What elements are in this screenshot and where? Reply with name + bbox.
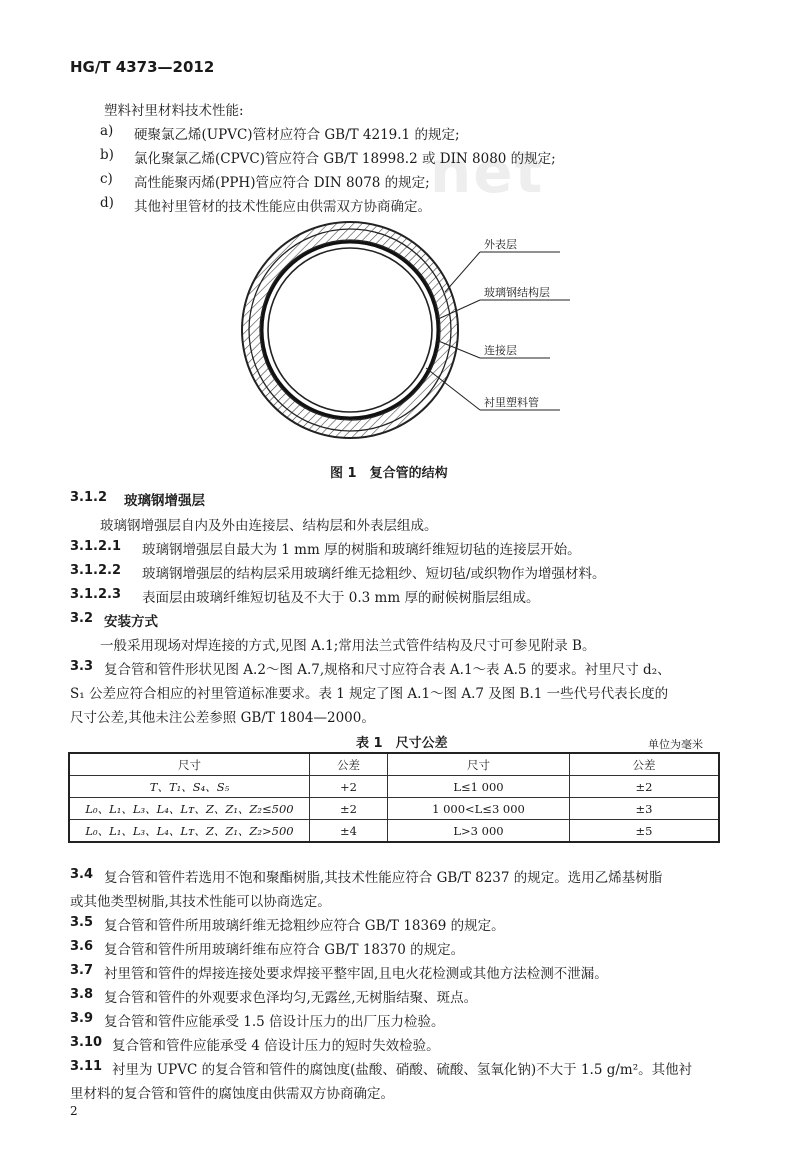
table-unit: 单位为毫米 [648, 738, 703, 751]
intro-item: 氯化聚氯乙烯(CPVC)管应符合 GB/T 18998.2 或 DIN 8080 的规定; [134, 151, 556, 167]
paragraph-line: 复合管和管件形状见图 A.2～图 A.7,规格和尺寸应符合表 A.1～表 A.5 的要求。衬里尺寸 d₂、 [104, 662, 671, 678]
clause-text: 表面层由玻璃纤维短切毡及不大于 0.3 mm 厚的耐候树脂层组成。 [142, 590, 540, 606]
section-number: 3.1.2 [70, 490, 108, 505]
table-cell: +2 [310, 776, 388, 798]
clause-number: 3.1.2.3 [70, 587, 121, 602]
table-header-cell: 尺寸 [69, 753, 310, 776]
intro-item-marker: b) [100, 147, 114, 163]
intro-item-marker: a) [100, 123, 114, 139]
clause-number: 3.10 [70, 1035, 103, 1050]
paragraph-line: 复合管和管件若选用不饱和聚酯树脂,其技术性能应符合 GB/T 8237 的规定。选用乙烯基树脂 [104, 870, 663, 886]
table-cell: ±4 [310, 820, 388, 843]
plastic-liner-ring [268, 248, 432, 412]
label-frp-structural-layer: 玻璃钢结构层 [484, 286, 550, 299]
table-cell: L₀、L₁、L₃、L₄、Lᴛ、Z、Z₁、Z₂≤500 [69, 798, 310, 820]
clause-number: 3.9 [70, 1011, 94, 1026]
clause-number: 3.11 [70, 1059, 103, 1074]
paragraph: 一般采用现场对焊连接的方式,见图 A.1;常用法兰式管件结构及尺寸可参见附录 B。 [100, 638, 596, 654]
table-cell: 1 000<L≤3 000 [388, 798, 570, 820]
composite-pipe-diagram [240, 218, 580, 458]
table-cell: ±2 [310, 798, 388, 820]
clause-text: 复合管和管件所用玻璃纤维布应符合 GB/T 18370 的规定。 [104, 942, 465, 958]
standard-id: HG/T 4373—2012 [70, 58, 215, 76]
watermark: net [430, 138, 545, 206]
clause-text: 衬里管和管件的焊接连接处要求焊接平整牢固,且电火花检测或其他方法检测不泄漏。 [104, 966, 608, 982]
table-cell: L≤1 000 [388, 776, 570, 798]
intro-title: 塑料衬里材料技术性能: [104, 103, 244, 119]
table-header-cell: 公差 [310, 753, 388, 776]
table-cell: L>3 000 [388, 820, 570, 843]
paragraph-line: 里材料的复合管和管件的腐蚀度由供需双方协商确定。 [70, 1086, 394, 1102]
paragraph-line: 衬里为 UPVC 的复合管和管件的腐蚀度(盐酸、硝酸、硫酸、氢氧化钠)不大于 1.5 g/m²。其他衬 [112, 1062, 693, 1078]
clause-number: 3.1.2.1 [70, 539, 121, 554]
clause-number: 3.5 [70, 915, 94, 930]
paragraph: 玻璃钢增强层自内及外由连接层、结构层和外表层组成。 [100, 518, 438, 534]
table-row [69, 820, 719, 843]
table-cell: T、T₁、S₄、S₅ [69, 776, 310, 798]
clause-text: 复合管和管件所用玻璃纤维无捻粗纱应符合 GB/T 18369 的规定。 [104, 918, 505, 934]
page-number: 2 [70, 1104, 78, 1118]
clause-text: 复合管和管件应能承受 4 倍设计压力的短时失效检验。 [112, 1038, 440, 1054]
label-connecting-layer: 连接层 [484, 344, 517, 357]
leader-line [445, 252, 480, 292]
section-title: 安装方式 [104, 614, 158, 630]
intro-item-marker: d) [100, 195, 114, 211]
intro-item: 硬聚氯乙烯(UPVC)管材应符合 GB/T 4219.1 的规定; [134, 127, 460, 143]
section-number: 3.2 [70, 611, 94, 626]
tolerance-table [68, 752, 720, 843]
table-title: 表 1 尺寸公差 [356, 736, 448, 751]
paragraph-line: S₁ 公差应符合相应的衬里管道标准要求。表 1 规定了图 A.1～图 A.7 及图 B.1 一些代号代表长度的 [70, 686, 669, 702]
table-row [69, 798, 719, 820]
paragraph-line: 尺寸公差,其他未注公差参照 GB/T 1804—2000。 [70, 710, 375, 726]
clause-text: 复合管和管件应能承受 1.5 倍设计压力的出厂压力检验。 [104, 1014, 445, 1030]
label-outer-layer: 外表层 [484, 238, 517, 251]
table-row [69, 776, 719, 798]
intro-item-marker: c) [100, 171, 113, 187]
clause-number: 3.3 [70, 659, 94, 674]
clause-number: 3.1.2.2 [70, 563, 121, 578]
label-plastic-liner: 衬里塑料管 [484, 396, 539, 409]
clause-number: 3.8 [70, 987, 94, 1002]
clause-number: 3.7 [70, 963, 94, 978]
clause-number: 3.6 [70, 939, 94, 954]
section-title: 玻璃钢增强层 [124, 493, 205, 509]
table-header-row [69, 753, 719, 776]
table-cell: ±5 [570, 820, 720, 843]
clause-text: 玻璃钢增强层的结构层采用玻璃纤维无捻粗纱、短切毡/或织物作为增强材料。 [142, 566, 606, 582]
intro-item: 高性能聚丙烯(PPH)管应符合 DIN 8078 的规定; [134, 175, 430, 191]
table-cell: ±2 [570, 776, 720, 798]
clause-text: 玻璃钢增强层自最大为 1 mm 厚的树脂和玻璃纤维短切毡的连接层开始。 [142, 542, 581, 558]
table-header-cell: 尺寸 [388, 753, 570, 776]
table-cell: ±3 [570, 798, 720, 820]
clause-text: 复合管和管件的外观要求色泽均匀,无露丝,无树脂结聚、斑点。 [104, 990, 478, 1006]
figure-caption: 图 1 复合管的结构 [330, 466, 448, 481]
table-header-cell: 公差 [570, 753, 720, 776]
clause-number: 3.4 [70, 867, 94, 882]
paragraph-line: 或其他类型树脂,其技术性能可以协商选定。 [70, 894, 331, 910]
intro-item: 其他衬里管材的技术性能应由供需双方协商确定。 [134, 199, 431, 215]
table-cell: L₀、L₁、L₃、L₄、Lᴛ、Z、Z₁、Z₂>500 [69, 820, 310, 843]
